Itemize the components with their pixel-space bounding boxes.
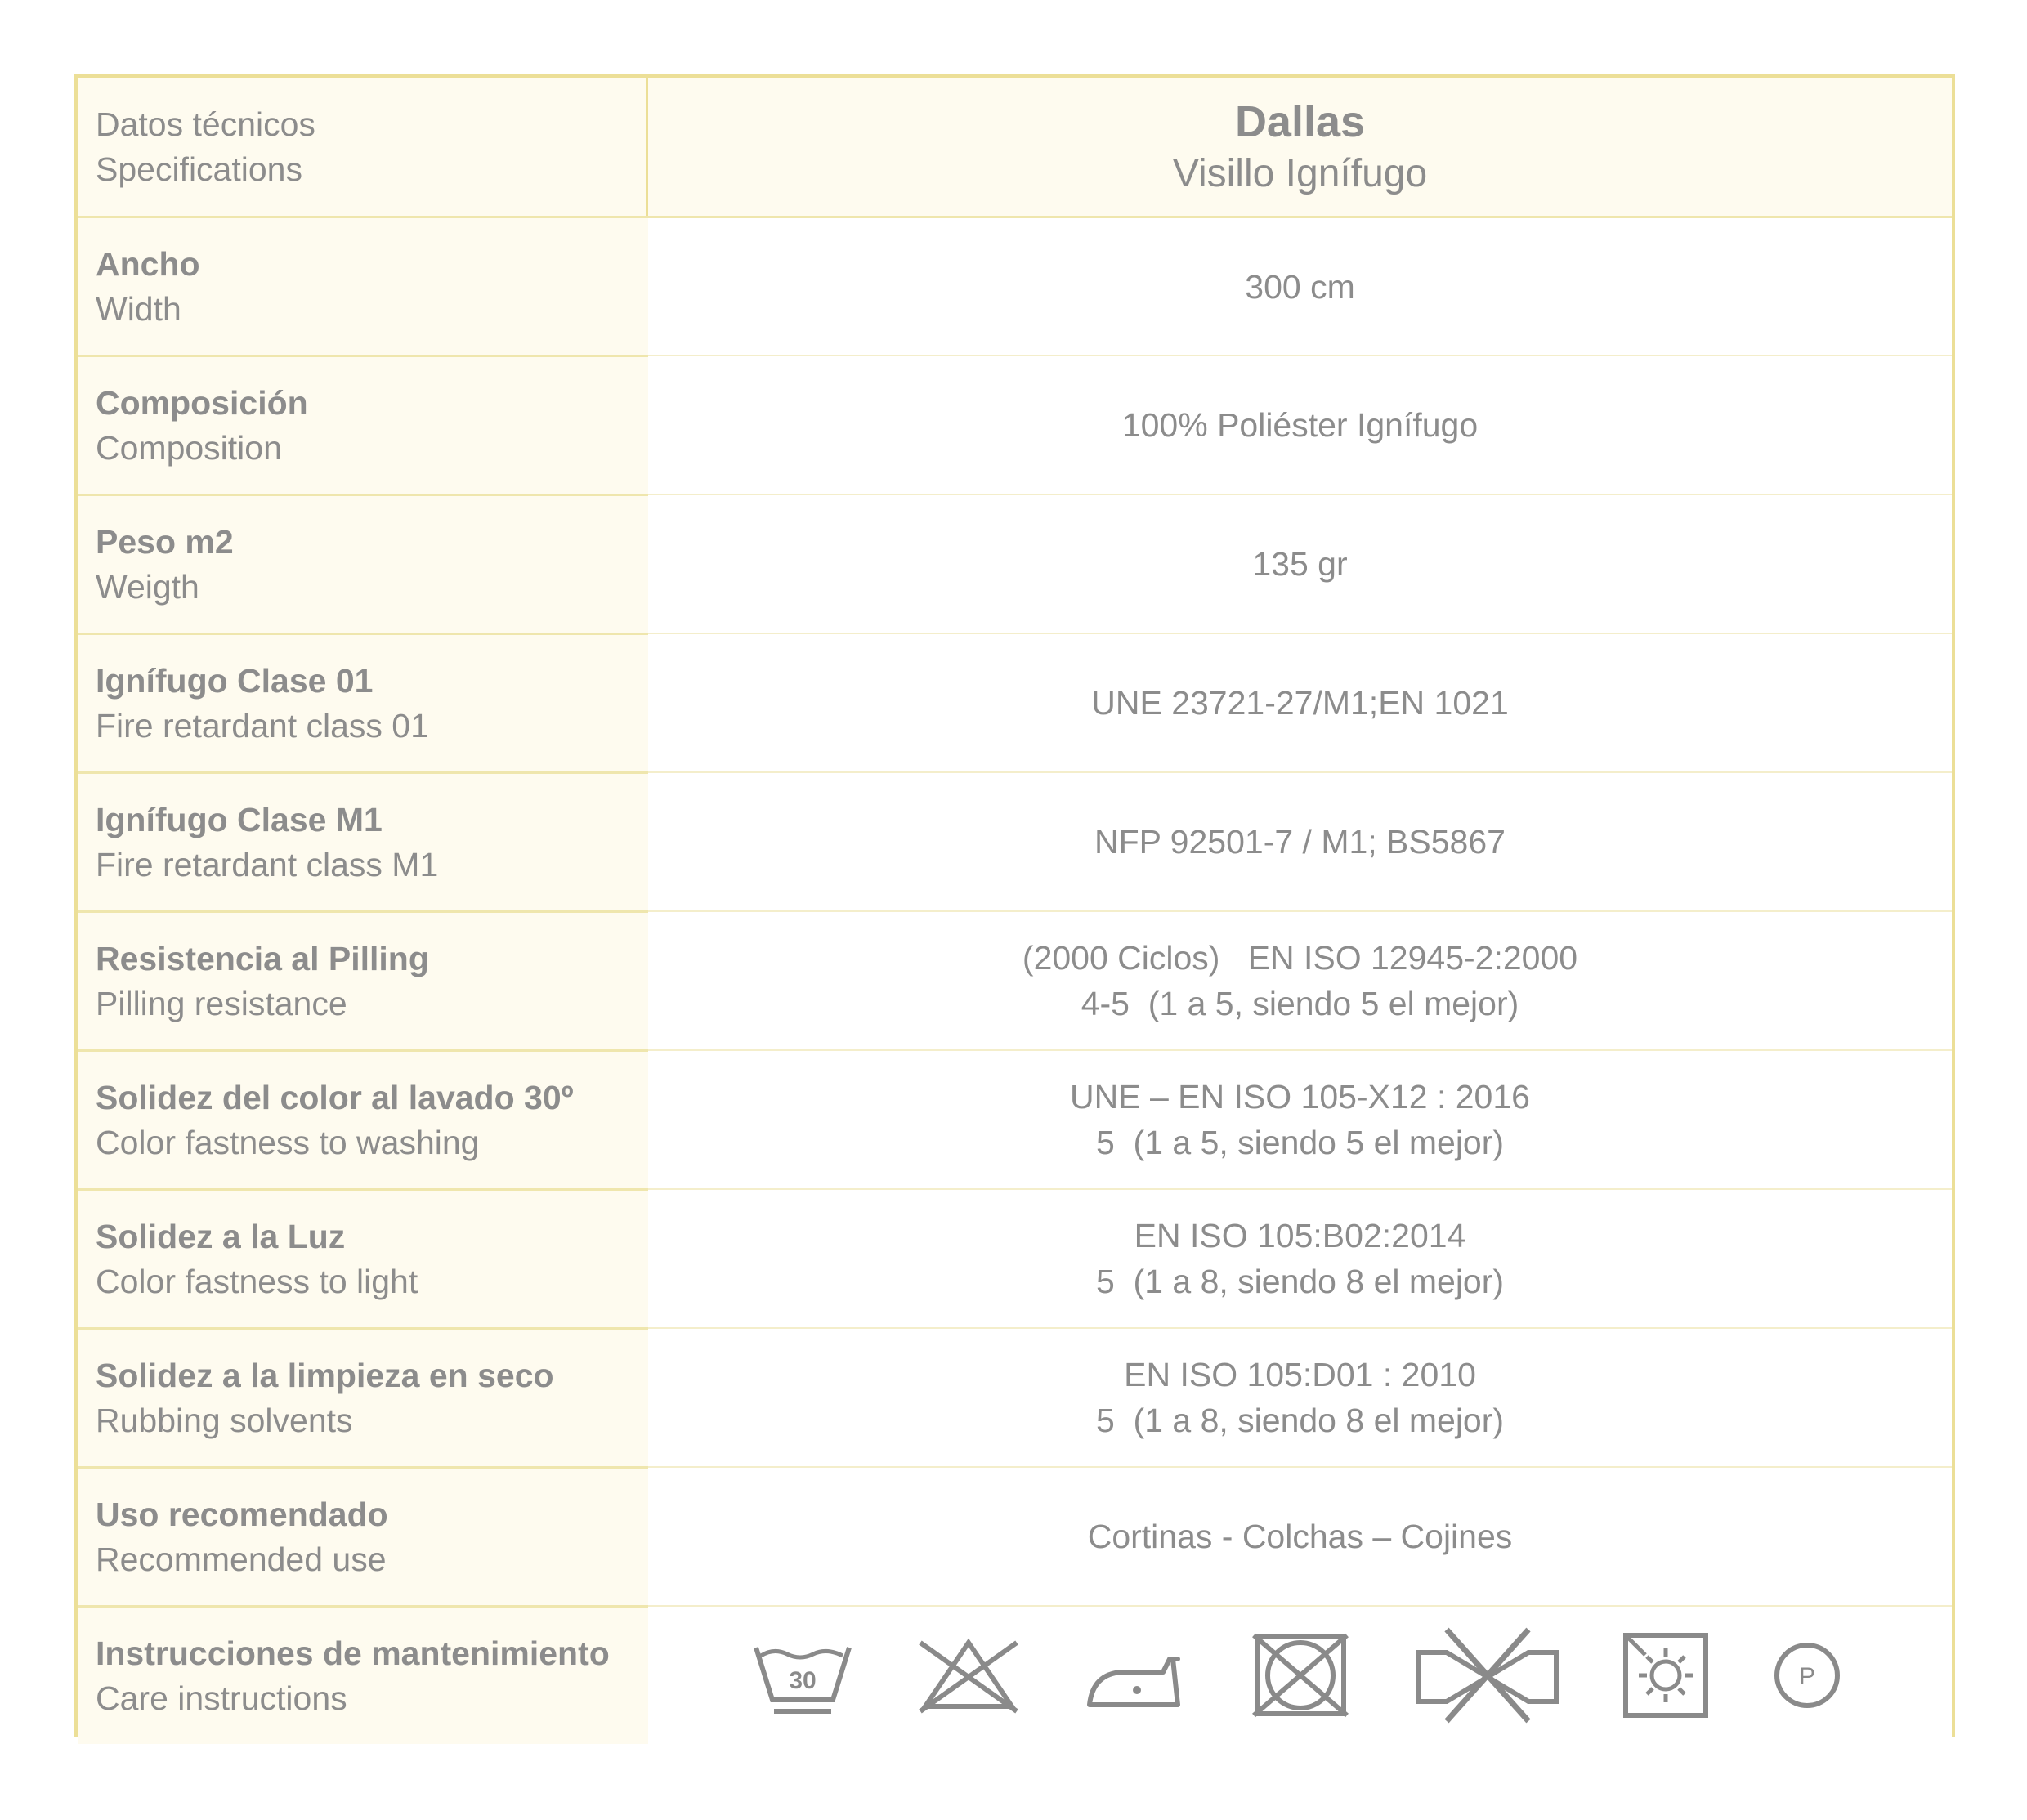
row-value-cell xyxy=(648,494,1952,633)
svg-text:P: P xyxy=(1799,1663,1816,1690)
table-row xyxy=(78,1049,1952,1188)
row-label-en: Color fastness to light xyxy=(96,1262,418,1300)
row-value-cell xyxy=(648,1466,1952,1605)
row-label-en: Rubbing solvents xyxy=(96,1401,353,1439)
row-label-cell xyxy=(78,635,648,771)
row-value: UNE – EN ISO 105-X12 : 2016 xyxy=(1070,1078,1530,1116)
row-label-en: Fire retardant class M1 xyxy=(96,845,439,883)
care-label-en: Care instructions xyxy=(96,1679,347,1717)
row-label-cell xyxy=(78,218,648,355)
row-value: EN ISO 105:B02:2014 xyxy=(1134,1217,1466,1254)
row-value: 135 gr xyxy=(1252,545,1348,583)
row-value-cell xyxy=(648,1327,1952,1466)
row-value: EN ISO 105:D01 : 2010 xyxy=(1124,1356,1476,1393)
care-row xyxy=(78,1605,1952,1744)
table-row xyxy=(78,494,1952,633)
row-label-es: Ignífugo Clase M1 xyxy=(96,800,383,838)
table-row xyxy=(78,771,1952,910)
table-header xyxy=(78,78,1952,216)
table-row xyxy=(78,216,1952,355)
row-label-cell xyxy=(78,1469,648,1605)
table-row xyxy=(78,910,1952,1049)
row-label-en: Recommended use xyxy=(96,1540,387,1578)
table-row xyxy=(78,1188,1952,1327)
row-value: (2000 Ciclos) EN ISO 12945-2:2000 xyxy=(1022,939,1578,977)
spec-table xyxy=(74,74,1955,1737)
no-tumble-dry-icon xyxy=(1247,1630,1354,1720)
row-value: 100% Poliéster Ignífugo xyxy=(1121,406,1479,444)
row-value-secondary: 5 (1 a 8, siendo 8 el mejor) xyxy=(1095,1263,1505,1300)
row-label-en: Width xyxy=(96,289,181,328)
row-label-es: Composición xyxy=(96,383,308,422)
dry-in-shade-icon xyxy=(1621,1630,1711,1720)
row-label-es: Solidez del color al lavado 30º xyxy=(96,1078,574,1116)
row-label-cell xyxy=(78,1330,648,1466)
header-label-es: Datos técnicos xyxy=(96,105,315,143)
row-label-cell xyxy=(78,913,648,1049)
row-value-cell xyxy=(648,355,1952,494)
wash-30-icon xyxy=(749,1634,856,1716)
row-value-cell xyxy=(648,771,1952,910)
row-label-es: Uso recomendado xyxy=(96,1495,388,1533)
row-label-es: Solidez a la limpieza en seco xyxy=(96,1356,554,1394)
header-title-cell xyxy=(648,78,1952,216)
care-icons xyxy=(749,1626,1845,1724)
no-bleach-icon xyxy=(915,1634,1022,1716)
table-row xyxy=(78,1327,1952,1466)
row-value: NFP 92501-7 / M1; BS5867 xyxy=(1094,823,1506,861)
row-value: 300 cm xyxy=(1245,267,1355,306)
row-value-secondary: 5 (1 a 5, siendo 5 el mejor) xyxy=(1095,1124,1505,1161)
row-value-cell xyxy=(648,218,1952,355)
care-label-es: Instrucciones de mantenimiento xyxy=(96,1634,610,1672)
row-value: UNE 23721-27/M1;EN 1021 xyxy=(1091,684,1509,722)
table-row xyxy=(78,355,1952,494)
row-label-es: Ancho xyxy=(96,244,200,283)
row-value: Cortinas - Colchas – Cojines xyxy=(1087,1518,1513,1555)
row-label-en: Weigth xyxy=(96,567,199,606)
iron-low-icon xyxy=(1081,1634,1188,1716)
care-label-cell xyxy=(78,1608,648,1744)
row-label-cell xyxy=(78,774,648,910)
row-value-secondary: 4-5 (1 a 5, siendo 5 el mejor) xyxy=(1081,985,1519,1022)
row-value-cell xyxy=(648,910,1952,1049)
row-label-cell xyxy=(78,357,648,494)
row-label-cell xyxy=(78,496,648,633)
table-row xyxy=(78,1466,1952,1605)
row-label-cell xyxy=(78,1052,648,1188)
row-label-es: Peso m2 xyxy=(96,522,234,561)
row-label-en: Composition xyxy=(96,428,282,467)
product-subtitle: Visillo Ignífugo xyxy=(1172,151,1428,195)
row-label-en: Pilling resistance xyxy=(96,984,347,1022)
row-label-en: Color fastness to washing xyxy=(96,1123,480,1161)
row-label-es: Solidez a la Luz xyxy=(96,1217,346,1255)
row-label-en: Fire retardant class 01 xyxy=(96,706,429,745)
row-value-cell xyxy=(648,1188,1952,1327)
row-value-cell xyxy=(648,1049,1952,1188)
dry-clean-p-icon xyxy=(1770,1639,1844,1712)
table-row xyxy=(78,633,1952,771)
product-title: Dallas xyxy=(1234,96,1366,146)
row-label-es: Resistencia al Pilling xyxy=(96,939,429,977)
no-wring-icon xyxy=(1414,1626,1561,1724)
row-value-secondary: 5 (1 a 8, siendo 8 el mejor) xyxy=(1095,1402,1505,1439)
row-label-es: Ignífugo Clase 01 xyxy=(96,661,374,700)
row-label-cell xyxy=(78,1191,648,1327)
header-label-en: Specifications xyxy=(96,150,302,188)
svg-text:30: 30 xyxy=(788,1667,817,1694)
row-value-cell xyxy=(648,633,1952,771)
header-label-cell xyxy=(78,78,648,216)
care-icons-cell xyxy=(648,1605,1952,1744)
